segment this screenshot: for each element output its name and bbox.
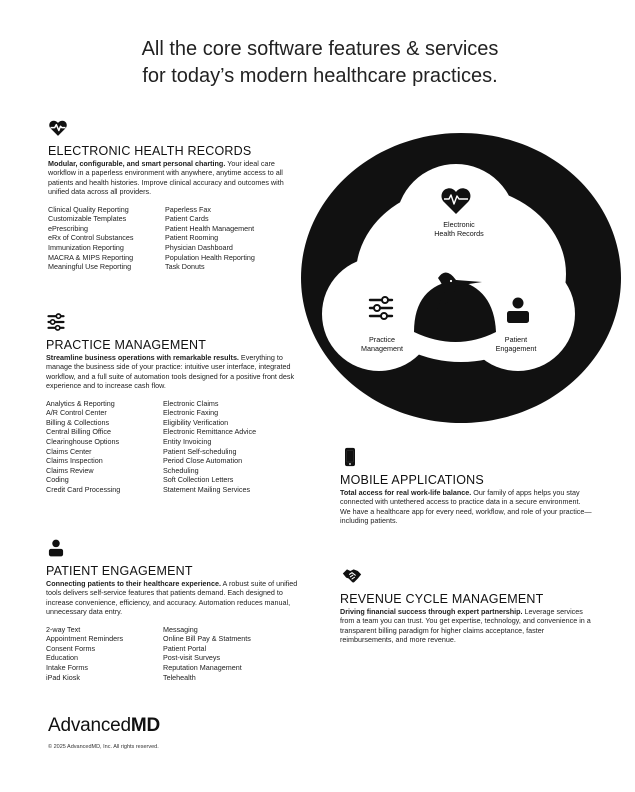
- pe-body: A robust suite of unified tools delivers self-service features that patients demand. Each designed to increase convenience, efficiency, and accuracy. Automation reduces manual, unnecessary data entry.: [46, 579, 298, 617]
- list-item: Patient Portal: [163, 643, 207, 653]
- advancedmd-logo: [48, 715, 160, 737]
- list-item: ePrescribing: [48, 223, 88, 233]
- list-item: eRx of Control Substances: [48, 233, 134, 243]
- list-item: Statement Mailing Services: [163, 484, 251, 494]
- list-item: Claims Center: [46, 446, 92, 456]
- sliders-icon: [46, 312, 66, 332]
- list-item: Consent Forms: [46, 643, 96, 653]
- diagram-label-ehr-1: Electronic: [443, 220, 475, 229]
- page-headline: [60, 36, 580, 90]
- ehr-features-col-1: [48, 205, 165, 272]
- diagram-label-ehr-2: Health Records: [434, 229, 484, 238]
- heart-pulse-icon: [48, 118, 68, 138]
- pe-description: [46, 579, 298, 617]
- pm-lead: Streamline business operations with remarkable results.: [46, 353, 239, 362]
- ehr-description: [48, 159, 298, 197]
- list-item: Intake Forms: [46, 663, 88, 672]
- headline-line-2: for today’s modern healthcare practices.: [142, 65, 498, 87]
- list-item: Claims Review: [46, 465, 94, 475]
- suite-diagram: [296, 128, 626, 428]
- mobile-lead: Total access for real work-life balance.: [340, 488, 472, 497]
- section-mobile-applications: [340, 447, 592, 526]
- list-item: Telehealth: [163, 672, 196, 682]
- section-practice-management: [46, 312, 298, 495]
- person-icon: [46, 538, 66, 558]
- copyright: © 2025 AdvancedMD, Inc. All rights reserved.: [48, 744, 159, 750]
- list-item: Credit Card Processing: [46, 484, 121, 494]
- section-ehr: [48, 118, 298, 272]
- pe-feature-list: [46, 625, 298, 683]
- list-item: Task Donuts: [165, 262, 205, 272]
- pm-features-col-2: [163, 399, 256, 495]
- list-item: A/R Control Center: [46, 408, 107, 418]
- headline-line-1: All the core software features & services: [141, 38, 499, 60]
- list-item: Soft Collection Letters: [163, 475, 234, 485]
- list-item: Clinical Quality Reporting: [48, 204, 129, 214]
- rcm-body: Leverage services from a team you can trust. You get expertise, technology, and convenience in a transparent billing paradigm for higher claims acceptance, faster reimbursements, and more revenue.: [340, 607, 591, 645]
- rcm-lead: Driving financial success through expert partnership.: [340, 607, 523, 616]
- ehr-features-col-2: [165, 205, 255, 272]
- rcm-description: [340, 607, 592, 645]
- ehr-body: Your ideal care workflow in a paperless environment with anywhere, anytime access to all patients and health histories. Improve clinical accuracy and outcomes with unified data across all providers.: [48, 159, 284, 197]
- diagram-label-pm-2: Management: [361, 344, 403, 353]
- list-item: Eligibility Verification: [163, 417, 229, 427]
- list-item: Education: [46, 653, 78, 663]
- mobile-description: [340, 488, 592, 526]
- list-item: Scheduling: [163, 465, 199, 475]
- ehr-lead: Modular, configurable, and smart personal charting.: [48, 159, 226, 168]
- list-item: Meaningful Use Reporting: [48, 262, 132, 272]
- list-item: Billing & Collections: [46, 417, 110, 427]
- list-item: Reputation Management: [163, 663, 242, 672]
- smartphone-icon: [340, 447, 360, 467]
- list-item: Patient Cards: [165, 214, 209, 224]
- list-item: Patient Self-scheduling: [163, 446, 237, 456]
- list-item: 2-way Text: [46, 624, 81, 634]
- list-item: Paperless Fax: [165, 204, 211, 214]
- list-item: Immunization Reporting: [48, 243, 124, 252]
- diagram-label-pm-1: Practice: [369, 335, 395, 344]
- list-item: Patient Rooming: [165, 233, 219, 243]
- logo-regular: Advanced: [48, 715, 131, 736]
- mobile-title: MOBILE APPLICATIONS: [340, 473, 484, 487]
- pm-features-col-1: [46, 399, 163, 495]
- list-item: Physician Dashboard: [165, 243, 233, 252]
- list-item: Entity Invoicing: [163, 437, 212, 446]
- logo-bold: MD: [130, 715, 161, 736]
- list-item: Clearinghouse Options: [46, 437, 120, 446]
- pe-features-col-1: [46, 625, 163, 683]
- pm-description: [46, 353, 298, 391]
- list-item: iPad Kiosk: [46, 672, 80, 682]
- rcm-title: REVENUE CYCLE MANAGEMENT: [340, 592, 544, 606]
- list-item: Electronic Claims: [163, 398, 219, 408]
- diagram-sliders-icon: [370, 297, 392, 319]
- list-item: Central Billing Office: [46, 427, 111, 437]
- pm-feature-list: [46, 399, 298, 495]
- list-item: Online Bill Pay & Statments: [163, 634, 251, 644]
- list-item: Appointment Reminders: [46, 634, 124, 644]
- ehr-title: ELECTRONIC HEALTH RECORDS: [48, 144, 252, 158]
- ehr-feature-list: [48, 205, 298, 272]
- pe-lead: Connecting patients to their healthcare experience.: [46, 579, 221, 588]
- handshake-icon: [340, 566, 364, 586]
- list-item: Analytics & Reporting: [46, 398, 115, 408]
- list-item: Messaging: [163, 624, 198, 634]
- list-item: Coding: [46, 475, 69, 485]
- diagram-label-pe-2: Engagement: [495, 344, 537, 353]
- list-item: Period Close Automation: [163, 456, 243, 466]
- pe-title: PATIENT ENGAGEMENT: [46, 564, 193, 578]
- pm-body: Everything to manage the business side of your practice: intuitive user interface, integrated workflow, and a full suite of automation tools designed for a positive front desk experience and to increase cash flow.: [46, 353, 295, 391]
- list-item: Post-visit Surveys: [163, 653, 221, 663]
- section-revenue-cycle-management: [340, 566, 592, 645]
- list-item: MACRA & MIPS Reporting: [48, 252, 134, 262]
- pe-features-col-2: [163, 625, 251, 683]
- list-item: Customizable Templates: [48, 214, 127, 224]
- list-item: Electronic Remittance Advice: [163, 427, 257, 437]
- list-item: Population Health Reporting: [165, 252, 255, 262]
- diagram-label-pe-1: Patient: [504, 335, 528, 344]
- list-item: Claims Inspection: [46, 456, 103, 466]
- section-patient-engagement: [46, 538, 298, 682]
- pm-title: PRACTICE MANAGEMENT: [46, 338, 207, 352]
- list-item: Patient Health Management: [165, 223, 255, 233]
- list-item: Electronic Faxing: [163, 408, 219, 418]
- mobile-body: Our family of apps helps you stay connected with untethered access to practice data in a secure environment. We have a healthcare app for every need, workflow, and role of your practice—including patients.: [340, 488, 592, 526]
